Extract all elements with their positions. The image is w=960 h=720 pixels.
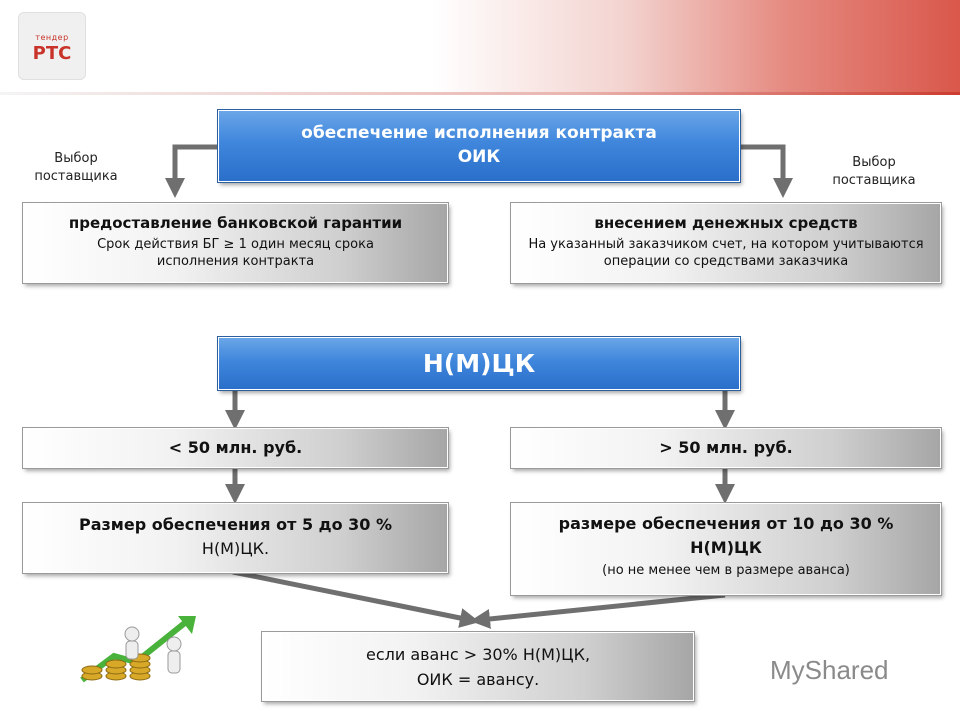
arrow-to-cash-deposit [740, 147, 783, 188]
cash-deposit-title: внесением денежных средств [594, 214, 858, 232]
security-size-right-box [511, 503, 941, 595]
bank-guarantee-text: Срок действия БГ ≥ 1 один месяц срока исполнения контракта [97, 237, 374, 269]
arrow-left-to-advance [233, 572, 470, 620]
contract-security-box [218, 110, 740, 182]
myshared-watermark [770, 655, 889, 686]
security-size-left-line1: Размер обеспечения от 5 до 30 % [78, 515, 392, 534]
contract-security-title: обеспечение исполнения контракта [301, 123, 657, 143]
security-size-right-note: (но не менее чем в размере аванса) [602, 563, 850, 578]
bank-guarantee-box [23, 203, 448, 283]
watermark-text: MyShared [770, 655, 889, 685]
security-size-left-line2: Н(М)ЦК. [201, 539, 270, 558]
left-supplier-choice-label: Выбор поставщика [34, 151, 118, 184]
arrow-right-to-advance [480, 595, 725, 620]
security-size-right-line1: размере обеспечения от 10 до 30 % [558, 514, 894, 533]
right-supplier-choice-label: Выбор поставщика [832, 155, 916, 188]
contract-security-abbr: ОИК [457, 147, 501, 167]
advance-condition-line1: если аванс > 30% Н(М)ЦК, [365, 645, 591, 664]
less-50m-label: < 50 млн. руб. [168, 438, 303, 457]
cash-deposit-box [511, 203, 941, 283]
growth-coins-icon [74, 610, 204, 685]
arrow-to-bank-guarantee [175, 147, 218, 188]
bank-guarantee-title: предоставление банковской гарантии [68, 214, 403, 232]
advance-condition-box [262, 632, 694, 701]
security-size-right-line2: Н(М)ЦК [690, 538, 762, 557]
nmck-box [218, 337, 740, 390]
advance-condition-line2: ОИК = авансу. [416, 670, 540, 689]
security-size-left-box [23, 503, 448, 573]
more-50m-label: > 50 млн. руб. [659, 438, 793, 457]
logo-top-text: тендер [35, 33, 69, 42]
cash-deposit-text: На указанный заказчиком счет, на котором учитываются операции со средствами заказчика [528, 237, 924, 269]
less-50m-box [23, 428, 448, 468]
nmck-label: Н(М)ЦК [422, 349, 536, 378]
logo-main-text: РТС [32, 43, 72, 64]
more-50m-box [511, 428, 941, 468]
